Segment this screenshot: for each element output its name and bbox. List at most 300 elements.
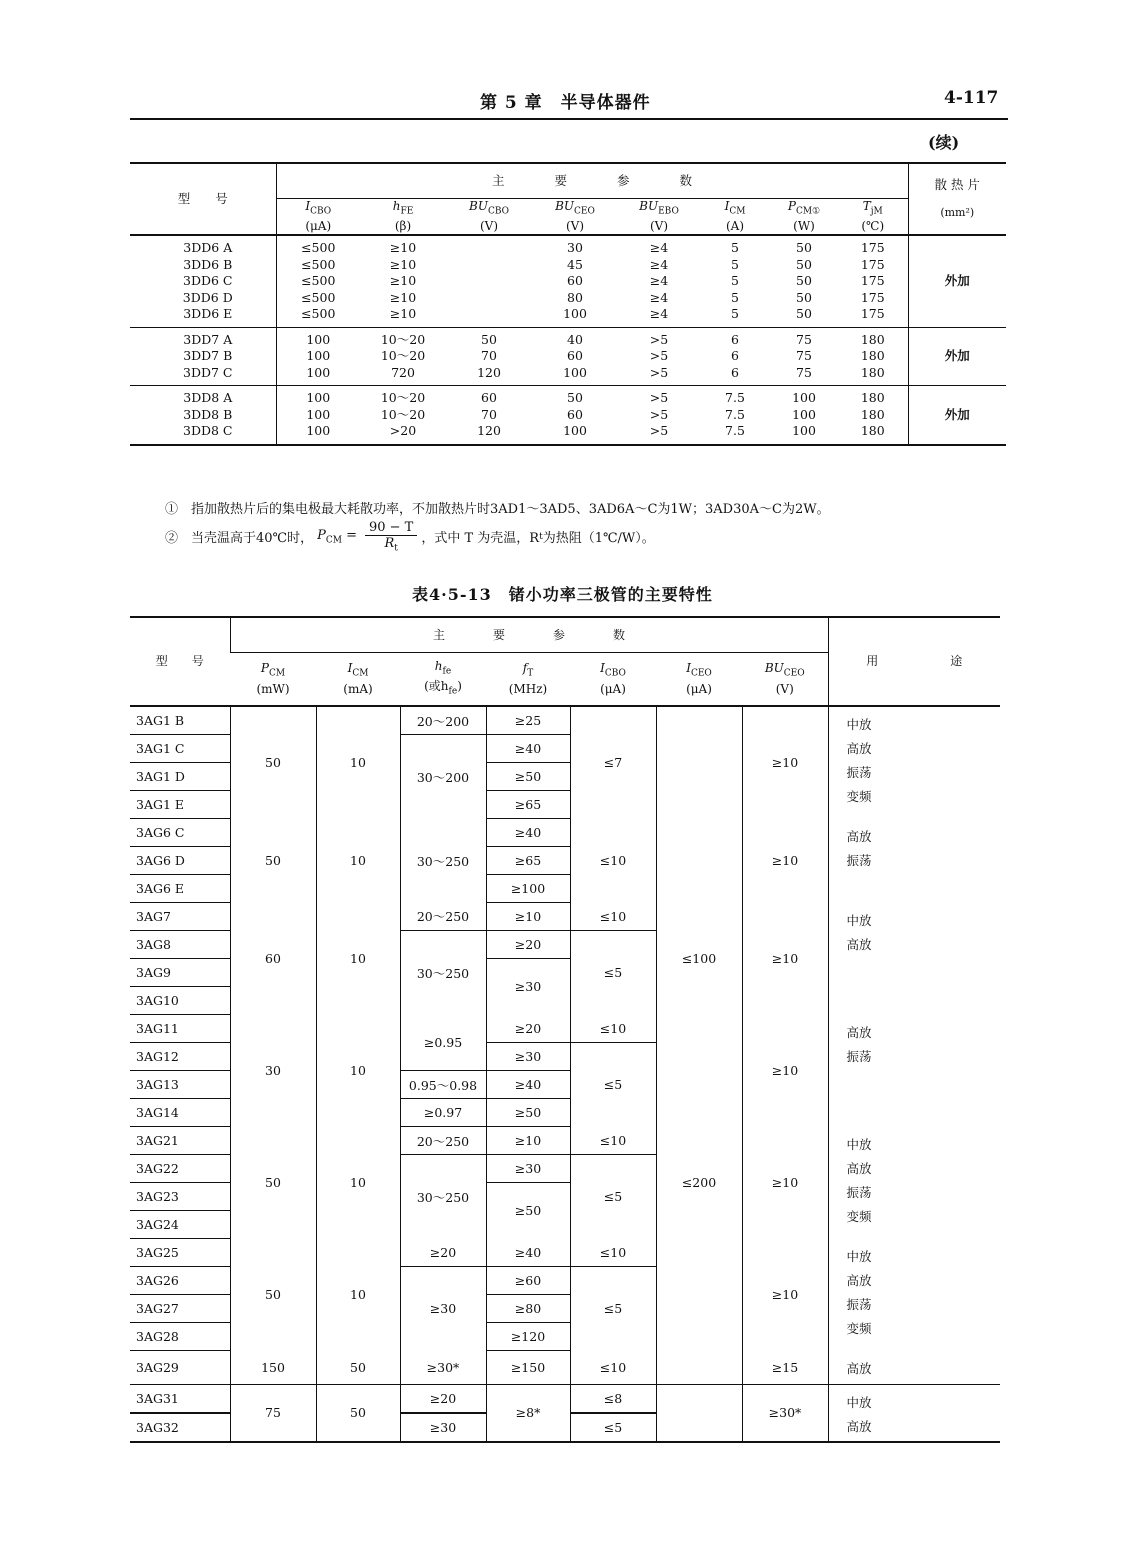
- t1-cell-bucbo: [446, 235, 532, 327]
- t1-value: 3DD7 C: [183, 364, 233, 380]
- t2-cell-hfe: 20～200: [400, 706, 486, 735]
- t1-value: [446, 273, 532, 290]
- t1-col-7: [838, 199, 908, 236]
- t1-heatsink-unit: (mm²): [940, 206, 975, 220]
- col-sym: T: [862, 199, 871, 213]
- t2-cell-buceo: ≥10: [742, 1239, 828, 1351]
- t1-col-symbol: [277, 199, 361, 219]
- t2-cell-model: 3AG25: [130, 1239, 230, 1267]
- t2-cell-iceo: [656, 819, 742, 903]
- t2-cell-ft: ≥10: [486, 1127, 570, 1155]
- t1-value: ≥10: [389, 256, 417, 272]
- t1-value: ≤500: [301, 256, 336, 272]
- t1-value: 40: [567, 331, 583, 347]
- t2-cell-pcm: 50: [230, 1127, 316, 1239]
- col-sub: CEO: [783, 668, 805, 679]
- t2-cell-iceo: [656, 1351, 742, 1385]
- t2-cell-icm: 10: [316, 1239, 400, 1351]
- t2-cell-pcm: 75: [230, 1384, 316, 1442]
- t1-cell-bucbo: [446, 327, 532, 386]
- t2-cell-icbo: ≤10: [570, 1127, 656, 1155]
- t2-cell-ft: ≥40: [486, 1071, 570, 1099]
- t2-cell-buceo: ≥10: [742, 706, 828, 819]
- t2-col-4: [570, 653, 656, 707]
- t1-value: 175: [860, 240, 885, 256]
- t2-col-5: [656, 653, 742, 707]
- t1-value: 100: [563, 364, 587, 380]
- fraction-denominator: [384, 536, 397, 554]
- t1-cell-hfe: [360, 327, 446, 386]
- t1-heatsink-label: 散 热 片: [934, 176, 980, 192]
- t1-cell-pcm: [770, 235, 838, 327]
- use-item: 中放: [846, 1394, 872, 1410]
- t2-row: [130, 1127, 1000, 1155]
- t2-col-unit: (MHz): [508, 681, 548, 696]
- col-sym: P: [787, 199, 796, 213]
- col-sub: jM: [870, 206, 883, 217]
- use-item: 振荡: [846, 1048, 872, 1064]
- t2-cell-buceo: ≥10: [742, 903, 828, 1015]
- t1-col-unit: (A): [725, 219, 745, 234]
- col-sym: I: [724, 199, 730, 213]
- t2-cell-model: 3AG8: [130, 931, 230, 959]
- t1-group-row: [130, 327, 1006, 386]
- t2-cell-use: [828, 1127, 1000, 1239]
- t2-cell-model: 3AG23: [130, 1183, 230, 1211]
- t2-cell-ft: ≥20: [486, 1015, 570, 1043]
- t2-cell-model: 3AG1 C: [130, 735, 230, 763]
- t2-cell-ft: ≥50: [486, 1183, 570, 1239]
- t2-cell-pcm: 150: [230, 1351, 316, 1385]
- t1-value: 50: [567, 390, 583, 406]
- t2-cell-buceo: ≥30*: [742, 1384, 828, 1442]
- t1-value: >20: [389, 423, 417, 439]
- footnote-2-text-b: ，式中 T 为壳温，R: [421, 531, 540, 547]
- t2-cell-model: 3AG22: [130, 1155, 230, 1183]
- t1-value: 75: [796, 364, 812, 380]
- t2-cell-pcm: 50: [230, 706, 316, 819]
- t1-value: 3DD8 C: [183, 423, 233, 439]
- t2-cell-iceo: ≤200: [656, 1127, 742, 1239]
- use-item: 振荡: [846, 765, 872, 780]
- t1-col-unit: (μA): [305, 219, 332, 234]
- t2-col-symbol: [230, 661, 316, 681]
- col-sym: I: [305, 199, 311, 213]
- t2-cell-ft: ≥10: [486, 903, 570, 931]
- t1-value: 175: [860, 256, 885, 272]
- t2-row: [130, 903, 1000, 931]
- footnote-2: [165, 520, 655, 554]
- t1-cell-heatsink: 外加: [908, 327, 1006, 386]
- t1-value: 100: [563, 423, 587, 439]
- t1-value: 80: [567, 289, 583, 305]
- t1-value: 70: [481, 406, 497, 422]
- t2-cell-buceo: ≥15: [742, 1351, 828, 1385]
- continued-label: (续): [928, 133, 960, 152]
- t2-cell-model: 3AG1 B: [130, 706, 230, 735]
- col-sym: BU: [639, 199, 659, 213]
- t2-row: [130, 1239, 1000, 1267]
- t2-col-0: [230, 653, 316, 707]
- t2-cell-ft: ≥60: [486, 1267, 570, 1295]
- t1-value: 120: [477, 364, 501, 380]
- den-symbol: R: [384, 536, 395, 551]
- t2-header-model: 型 号: [130, 617, 230, 706]
- t1-value: ≥4: [649, 273, 669, 289]
- t2-row: [130, 1015, 1000, 1043]
- use-item: 振荡: [846, 1296, 872, 1312]
- t2-cell-model: 3AG12: [130, 1043, 230, 1071]
- t2-row: [130, 1384, 1000, 1413]
- t1-value: 3DD6 B: [183, 256, 233, 272]
- use-item: 振荡: [846, 1184, 872, 1200]
- col-sym: BU: [555, 199, 575, 213]
- t1-col-unit: (℃): [861, 219, 885, 234]
- t2-cell-buceo: ≥10: [742, 1127, 828, 1239]
- t1-value: 100: [306, 423, 331, 439]
- col-sym: I: [686, 661, 691, 676]
- t1-value: 180: [860, 423, 885, 439]
- t1-cell-models: [130, 235, 276, 327]
- use-item: 高放: [846, 936, 872, 952]
- use-item: 中放: [846, 912, 872, 928]
- t2-cell-iceo: [656, 1239, 742, 1351]
- t1-value: 45: [567, 256, 583, 272]
- t1-value: 50: [796, 306, 812, 322]
- t1-value: 75: [796, 331, 812, 347]
- t1-value: 5: [731, 306, 739, 322]
- t1-col-symbol: [700, 199, 770, 219]
- t1-cell-icm: [700, 327, 770, 386]
- t1-cell-icbo: [276, 386, 360, 445]
- col-sub: CEO: [574, 206, 595, 217]
- use-item: 高放: [846, 1360, 872, 1376]
- t2-cell-model: 3AG32: [130, 1413, 230, 1442]
- t1-value: ≥10: [389, 289, 417, 305]
- use-item: 高放: [846, 741, 872, 756]
- t2-col-unit: (μA): [686, 681, 712, 696]
- t1-col-3: [532, 199, 618, 236]
- t2-cell-hfe: ≥30: [400, 1413, 486, 1442]
- t1-cell-heatsink: 外加: [908, 386, 1006, 445]
- col-sym: h: [392, 199, 401, 213]
- t2-cell-icm: 50: [316, 1351, 400, 1385]
- den-sub: t: [394, 543, 398, 554]
- t1-col-2: [446, 199, 532, 236]
- col-sub: FE: [400, 206, 414, 217]
- t1-cell-buceo: [532, 386, 618, 445]
- t2-col-3: [486, 653, 570, 707]
- t1-col-unit: (V): [649, 219, 669, 234]
- t2-cell-model: 3AG10: [130, 987, 230, 1015]
- col-sym: I: [600, 661, 605, 676]
- t2-cell-iceo: ≤100: [656, 903, 742, 1015]
- use-item: 变频: [846, 1320, 872, 1336]
- t1-value: 75: [796, 348, 812, 364]
- use-item: 变频: [846, 1208, 872, 1224]
- t2-cell-use: [828, 1384, 1000, 1442]
- t2-cell-ft: ≥8*: [486, 1384, 570, 1442]
- col-sub: CM: [352, 668, 369, 679]
- t1-col-symbol: [770, 199, 838, 219]
- t2-cell-hfe: 30～250: [400, 819, 486, 903]
- footnote-1: ① 指加散热片后的集电极最大耗散功率，不加散热片时3AD1～3AD5、3AD6A～C为1W；3AD30A～C为2W。: [165, 502, 830, 517]
- col-sub: EBO: [658, 206, 679, 217]
- t1-value: 3DD6 D: [182, 289, 233, 305]
- t2-header-main: 主 要 参 数: [230, 617, 828, 653]
- t1-group-row: [130, 386, 1006, 445]
- t2-cell-icbo: ≤10: [570, 1351, 656, 1385]
- t2-col-1: [316, 653, 400, 707]
- pcm-sub: CM: [325, 535, 342, 546]
- t1-value: 100: [306, 390, 331, 406]
- t1-value: 100: [563, 306, 587, 322]
- t2-col-symbol: [400, 659, 486, 679]
- t1-value: 175: [860, 306, 885, 322]
- t2-cell-iceo: [656, 1384, 742, 1442]
- t1-value: 100: [792, 423, 816, 439]
- t1-value: 120: [477, 423, 501, 439]
- t1-cell-models: [130, 327, 276, 386]
- t1-col-0: [276, 199, 360, 236]
- use-item: 高放: [846, 1024, 872, 1040]
- t1-col-unit: (V): [479, 219, 499, 234]
- t1-col-unit: (V): [565, 219, 585, 234]
- t2-cell-ft: ≥30: [486, 959, 570, 1015]
- t1-value: 30: [567, 240, 583, 256]
- t2-cell-icbo: ≤8: [570, 1384, 656, 1413]
- col-sym: h: [434, 658, 443, 673]
- t1-col-symbol: [360, 199, 446, 219]
- t2-cell-hfe: ≥0.95: [400, 1015, 486, 1071]
- t2-col-unit: (mW): [256, 681, 290, 696]
- col-sym: P: [260, 661, 269, 676]
- col-sub: CBO: [487, 206, 509, 217]
- power-transistor-table: [130, 162, 1006, 446]
- t2-cell-model: 3AG26: [130, 1267, 230, 1295]
- t2-col-symbol: [656, 661, 742, 681]
- t1-value: >5: [649, 348, 669, 364]
- t2-cell-ft: ≥40: [486, 735, 570, 763]
- t1-value: 3DD8 B: [183, 406, 233, 422]
- t2-cell-icbo: ≤10: [570, 819, 656, 903]
- t2-cell-model: 3AG24: [130, 1211, 230, 1239]
- col-sub: CBO: [604, 668, 626, 679]
- use-item: 高放: [846, 828, 872, 844]
- t2-row: [130, 706, 1000, 735]
- t2-cell-model: 3AG21: [130, 1127, 230, 1155]
- chapter-title: 第 5 章 半导体器件: [480, 93, 651, 113]
- t1-value: 6: [731, 348, 739, 364]
- col-sub: T: [527, 668, 534, 679]
- t1-cell-buebo: [618, 327, 700, 386]
- pcm-symbol: P: [317, 528, 326, 543]
- t1-value: 60: [567, 273, 583, 289]
- t1-value: 60: [567, 406, 583, 422]
- t1-col-unit: (W): [793, 219, 815, 234]
- t1-value: 180: [860, 348, 885, 364]
- t2-cell-model: 3AG11: [130, 1015, 230, 1043]
- t1-value: [446, 306, 532, 323]
- t1-value: 175: [860, 273, 885, 289]
- t2-cell-model: 3AG9: [130, 959, 230, 987]
- t1-cell-buceo: [532, 235, 618, 327]
- t2-cell-model: 3AG6 E: [130, 875, 230, 903]
- t1-value: 100: [306, 364, 331, 380]
- t1-header-main: 主 要 参 数: [276, 163, 908, 199]
- t2-cell-pcm: 50: [230, 1239, 316, 1351]
- unit-sub: fe: [448, 686, 458, 697]
- col-sym: BU: [469, 199, 488, 213]
- t1-value: 5: [731, 273, 739, 289]
- t1-value: 100: [792, 390, 816, 406]
- t1-value: [446, 290, 532, 307]
- t2-cell-use: [828, 819, 1000, 903]
- t2-cell-pcm: 30: [230, 1015, 316, 1127]
- use-item: 中放: [846, 1248, 872, 1264]
- t1-col-6: [770, 199, 838, 236]
- t2-cell-icm: 10: [316, 1127, 400, 1239]
- t2-cell-ft: ≥30: [486, 1043, 570, 1071]
- t1-value: 180: [860, 390, 885, 406]
- t1-value: >5: [649, 331, 669, 347]
- t2-cell-iceo: [656, 1015, 742, 1127]
- t2-cell-model: 3AG27: [130, 1295, 230, 1323]
- t1-cell-bucbo: [446, 386, 532, 445]
- t2-cell-ft: ≥65: [486, 791, 570, 819]
- t1-value: >5: [649, 390, 669, 406]
- table-caption: 表4·5-13 锗小功率三极管的主要特性: [412, 585, 713, 604]
- t2-cell-hfe: 0.95～0.98: [400, 1071, 486, 1099]
- t1-cell-buebo: [618, 386, 700, 445]
- t2-cell-icbo: ≤10: [570, 1239, 656, 1267]
- t1-col-symbol: [446, 199, 532, 219]
- col-sub: CM: [729, 206, 746, 217]
- t2-cell-buceo: ≥10: [742, 1015, 828, 1127]
- t1-value: 10～20: [380, 406, 426, 422]
- t2-row: [130, 819, 1000, 847]
- t2-cell-use: [828, 1351, 1000, 1385]
- t2-header-use: 用 途: [828, 617, 1000, 706]
- t2-col-symbol: [742, 661, 828, 681]
- t1-value: 50: [796, 273, 812, 289]
- t1-col-5: [700, 199, 770, 236]
- t1-value: [446, 240, 532, 257]
- col-sym: I: [347, 661, 353, 676]
- germanium-transistor-table: [130, 616, 1000, 1443]
- t1-value: 720: [391, 364, 415, 380]
- t2-cell-model: 3AG29: [130, 1351, 230, 1385]
- t1-value: 50: [481, 331, 497, 347]
- use-item: 中放: [846, 717, 872, 732]
- t1-col-symbol: [532, 199, 618, 219]
- t1-value: ≥4: [649, 240, 669, 256]
- t2-cell-use: [828, 903, 1000, 1015]
- t2-cell-icm: 10: [316, 819, 400, 903]
- t2-cell-model: 3AG28: [130, 1323, 230, 1351]
- use-item: 高放: [846, 1160, 872, 1176]
- t1-value: >5: [649, 406, 669, 422]
- t1-value: 10～20: [380, 390, 426, 406]
- footnote-2-text-c: 为热阻（1℃/W）。: [542, 531, 655, 547]
- t1-value: ≥10: [389, 273, 417, 289]
- t1-value: 7.5: [725, 406, 745, 422]
- t1-cell-icm: [700, 386, 770, 445]
- t2-cell-hfe: 20～250: [400, 903, 486, 931]
- t2-cell-iceo: [656, 706, 742, 819]
- t1-value: 50: [796, 256, 812, 272]
- use-item: 变频: [846, 789, 872, 804]
- t1-header-model: 型 号: [130, 163, 276, 235]
- fraction: [365, 520, 417, 554]
- t2-cell-icm: 10: [316, 903, 400, 1015]
- t1-value: ≤500: [301, 306, 336, 322]
- t2-cell-ft: ≥65: [486, 847, 570, 875]
- col-sub: CM: [268, 668, 286, 679]
- t2-cell-buceo: ≥10: [742, 819, 828, 903]
- t2-cell-hfe: ≥20: [400, 1239, 486, 1267]
- t1-value: 6: [731, 364, 739, 380]
- t2-cell-ft: ≥25: [486, 706, 570, 735]
- t2-cell-icm: 10: [316, 1015, 400, 1127]
- page-number: 4-117: [944, 88, 999, 108]
- col-sub: CEO: [690, 668, 712, 679]
- t2-cell-pcm: 60: [230, 903, 316, 1015]
- t2-cell-icm: 50: [316, 1384, 400, 1442]
- t2-cell-model: 3AG6 D: [130, 847, 230, 875]
- t1-value: >5: [649, 364, 669, 380]
- use-item: 高放: [846, 1418, 872, 1434]
- t2-col-unit: (mA): [343, 681, 373, 696]
- t1-cell-icm: [700, 235, 770, 327]
- t1-value: 5: [731, 289, 739, 305]
- t1-cell-tjm: [838, 386, 908, 445]
- t2-cell-use: [828, 706, 1000, 819]
- t1-value: ≥4: [649, 306, 669, 322]
- t2-cell-ft: ≥100: [486, 875, 570, 903]
- t1-value: ≥10: [389, 240, 417, 256]
- t2-cell-use: [828, 1239, 1000, 1351]
- t1-value: 10～20: [380, 348, 426, 364]
- t1-cell-pcm: [770, 386, 838, 445]
- t2-cell-ft: ≥120: [486, 1323, 570, 1351]
- t1-value: >5: [649, 423, 669, 439]
- fraction-numerator: 90 − T: [365, 520, 417, 536]
- t1-cell-icbo: [276, 235, 360, 327]
- t2-cell-model: 3AG31: [130, 1384, 230, 1413]
- header-rule: [130, 118, 1008, 120]
- use-item: 高放: [846, 1272, 872, 1288]
- t1-value: 3DD6 E: [183, 306, 233, 322]
- t1-cell-hfe: [360, 235, 446, 327]
- t2-cell-model: 3AG6 C: [130, 819, 230, 847]
- t2-cell-ft: ≥30: [486, 1155, 570, 1183]
- col-sym: f: [522, 661, 528, 676]
- t2-cell-icbo: ≤7: [570, 706, 656, 819]
- t1-value: ≤500: [301, 240, 336, 256]
- use-item: 振荡: [846, 852, 872, 868]
- t2-col-unit: (或$h_{fe}$): [424, 679, 462, 697]
- t2-cell-ft: ≥20: [486, 931, 570, 959]
- footnote-2-text: ② 当壳温高于40℃时，: [165, 531, 314, 547]
- t1-cell-buceo: [532, 327, 618, 386]
- t2-cell-ft: ≥40: [486, 1239, 570, 1267]
- t1-value: 50: [796, 240, 812, 256]
- t2-cell-ft: ≥50: [486, 1099, 570, 1127]
- t2-col-symbol: [486, 661, 570, 681]
- t2-cell-icbo: ≤5: [570, 1043, 656, 1127]
- t1-col-symbol: [618, 199, 700, 219]
